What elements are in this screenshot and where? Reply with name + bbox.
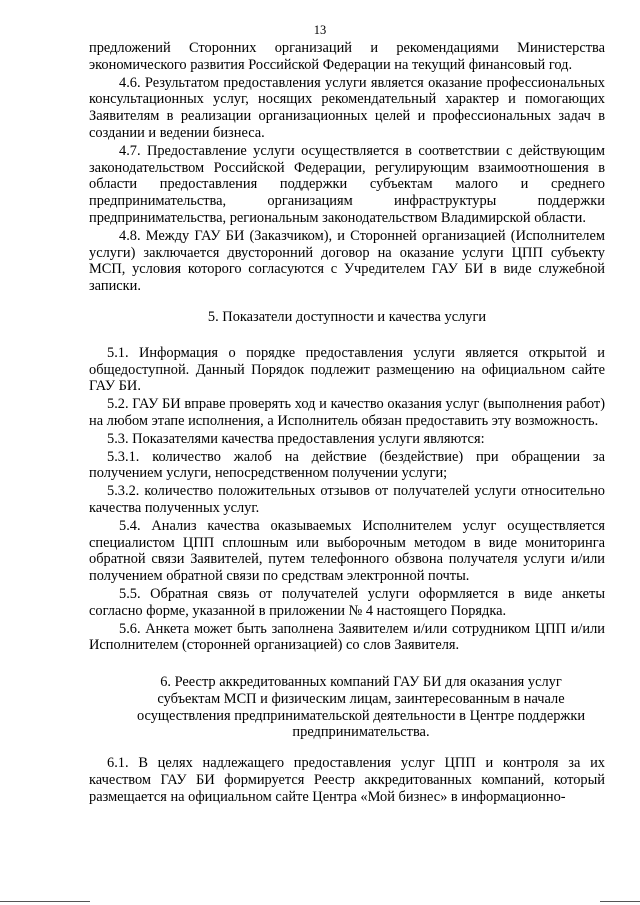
document-body — [89, 40, 605, 806]
paragraph-4-8: 4.8. Между ГАУ БИ (Заказчиком), и Сторонней организацией (Исполнителем услуги) заключается двусторонний договор на оказание услуги ЦПП субъекту МСП, условия которого согласуются с Учредителем ГАУ БИ в виде служебной записки. — [89, 227, 605, 295]
section-6-heading-line: субъектам МСП и физическим лицам, заинтересованным в начале — [157, 690, 565, 707]
paragraph-6-1: 6.1. В целях надлежащего предоставления услуг ЦПП и контроля за их качеством ГАУ БИ формируется Реестр аккредитованных компаний, который размещается на официальном сайте Центра «Мой бизнес» в информационно- — [89, 755, 605, 805]
section-6-heading-line: 6. Реестр аккредитованных компаний ГАУ БИ для оказания услуг — [160, 674, 562, 691]
bottom-edge-mark-left — [0, 901, 90, 902]
paragraph-5-2: 5.2. ГАУ БИ вправе проверять ход и качество оказания услуг (выполнения работ) на любом этапе исполнения, а Исполнитель обязан предоставить эту возможность. — [89, 396, 605, 429]
section-5-heading: 5. Показатели доступности и качества услуги — [207, 308, 487, 325]
paragraph-5-3-2: 5.3.2. количество положительных отзывов от получателей услуги относительно качества полученных услуг. — [89, 483, 605, 516]
section-6-heading-line: предпринимательства. — [292, 724, 430, 741]
page-number: 13 — [313, 23, 327, 37]
bottom-edge-mark-right — [600, 901, 640, 902]
paragraph-5-3-1: 5.3.1. количество жалоб на действие (бездействие) при обращении за получением услуги, непосредственном получении услуги; — [89, 448, 605, 482]
paragraph-5-3: 5.3. Показателями качества предоставления услуги являются: — [107, 430, 485, 447]
paragraph-5-4: 5.4. Анализ качества оказываемых Исполнителем услуг осуществляется специалистом ЦПП сплошным или выборочным методом в виде мониторинга обратной связи Заявителей, путем телефонного обзвона получателя услуги и/или получением обратной связи по средствам электронной почты. — [89, 517, 605, 585]
paragraph-continuation: предложений Сторонних организаций и рекомендациями Министерства экономического развития Российской Федерации на текущий финансовый год. — [89, 40, 605, 73]
paragraph-5-6: 5.6. Анкета может быть заполнена Заявителем и/или сотрудником ЦПП и/или Исполнителем (сторонней организацией) со слов Заявителя. — [89, 620, 605, 654]
paragraph-4-7: 4.7. Предоставление услуги осуществляется в соответствии с действующим законодательством Российской Федерации, регулирующим взаимоотношения в области предоставления поддержки субъектам малого и среднего предпринимательства, организациям инфраструктуры поддержки предпринимательства, региональным законодательством Владимирской области. — [89, 142, 605, 226]
section-6-heading-line: осуществления предпринимательской деятельности в Центре поддержки — [136, 707, 586, 724]
paragraph-5-1: 5.1. Информация о порядке предоставления услуги является открытой и общедоступной. Данный Порядок подлежит размещению на официальном сайте ГАУ БИ. — [89, 344, 605, 395]
paragraph-4-6: 4.6. Результатом предоставления услуги является оказание профессиональных консультационных услуг, носящих рекомендательный характер и помогающих Заявителям в реализации организационных целей и профессиональных задач в создании и ведении бизнеса. — [89, 74, 605, 141]
paragraph-5-5: 5.5. Обратная связь от получателей услуги оформляется в виде анкеты согласно форме, указанной в приложении № 4 настоящего Порядка. — [89, 585, 605, 619]
section-6-heading — [89, 674, 605, 741]
